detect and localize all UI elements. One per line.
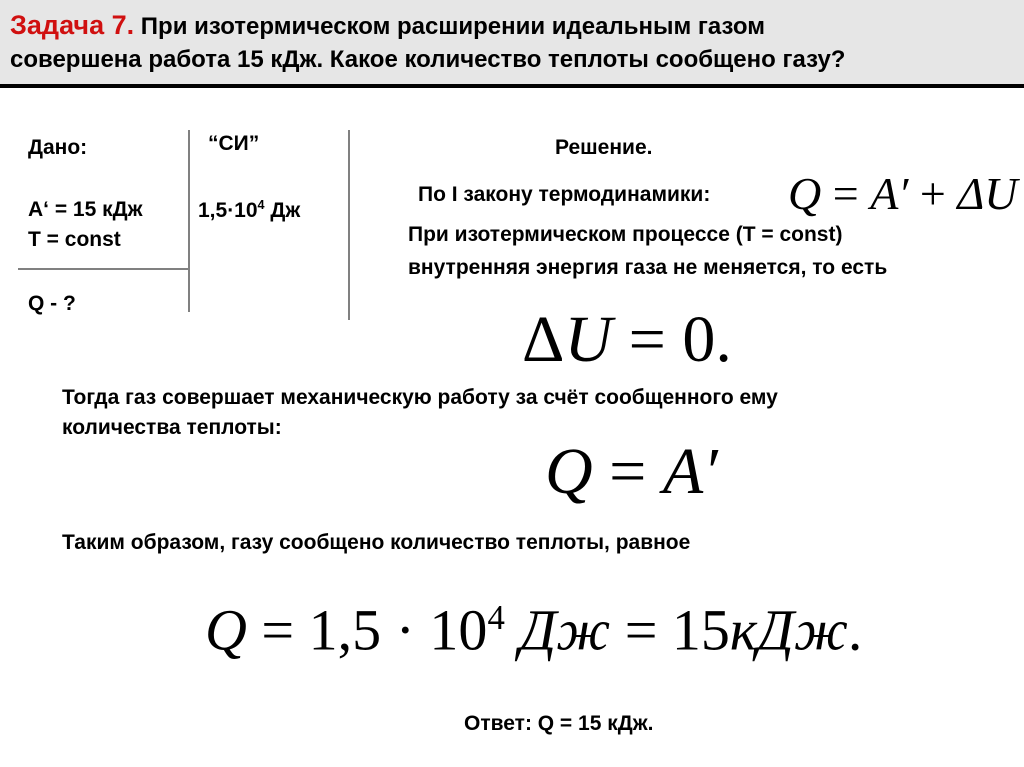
isothermal-line1: При изотермическом процессе (T = const) <box>408 223 843 246</box>
task-statement-line1 <box>10 10 765 41</box>
formula-zero: = 0. <box>612 303 732 376</box>
si-value <box>198 198 300 223</box>
thus-text: Таким образом, газу сообщено количество теплоты, равное <box>62 531 691 554</box>
final-unit2: кДж <box>729 597 848 663</box>
formula-a: A′ <box>870 168 909 219</box>
given-title: Дано: <box>28 136 88 159</box>
first-law-formula <box>788 164 1018 224</box>
q-equals-a-formula <box>545 432 718 512</box>
formula-q2: Q <box>545 435 593 508</box>
solution-title: Решение. <box>555 136 653 159</box>
formula-plus: + <box>908 168 958 219</box>
final-q: Q <box>205 597 247 663</box>
final-exponent: 4 <box>487 598 505 637</box>
formula-q: Q <box>788 168 822 219</box>
final-eq1: = <box>246 597 309 663</box>
first-law-text: По I закону термодинамики: <box>418 183 711 206</box>
formula-equals: = <box>821 168 871 219</box>
final-number: 1,5 · 10 <box>308 597 488 663</box>
si-title: “СИ” <box>208 132 260 155</box>
formula-equals2: = <box>592 435 663 508</box>
then-line2: количества теплоты: <box>62 416 282 439</box>
final-unit1: Дж <box>504 597 611 663</box>
given-si-divider <box>188 130 190 312</box>
task-statement-line2: совершена работа 15 кДж. Какое количество теплоты сообщено газу? <box>10 46 846 73</box>
final-formula <box>205 578 862 670</box>
si-exponent: 4 <box>257 198 265 212</box>
final-number2: 15 <box>671 597 730 663</box>
given-work: A‘ = 15 кДж <box>28 198 143 221</box>
si-mantissa: 1,5·10 <box>198 199 258 222</box>
given-find-divider <box>18 268 190 270</box>
si-unit: Дж <box>264 199 301 222</box>
final-dot: . <box>847 597 863 663</box>
delta-symbol: Δ <box>522 303 565 376</box>
final-eq2: = <box>610 597 672 663</box>
formula-du: ΔU <box>957 168 1018 219</box>
formula-u: U <box>564 303 613 376</box>
formula-a2: A′ <box>662 435 718 508</box>
du-zero-formula <box>522 300 732 380</box>
find-quantity: Q - ? <box>28 292 76 315</box>
si-solution-divider <box>348 130 350 320</box>
then-line1: Тогда газ совершает механическую работу за счёт сообщенного ему <box>62 386 778 409</box>
isothermal-line2: внутренняя энергия газа не меняется, то есть <box>408 256 888 279</box>
answer: Ответ: Q = 15 кДж. <box>464 712 654 735</box>
task-label: Задача 7. <box>10 10 135 40</box>
task-text-1: При изотермическом расширении идеальным газом <box>134 13 765 40</box>
given-temperature: T = const <box>28 228 121 251</box>
